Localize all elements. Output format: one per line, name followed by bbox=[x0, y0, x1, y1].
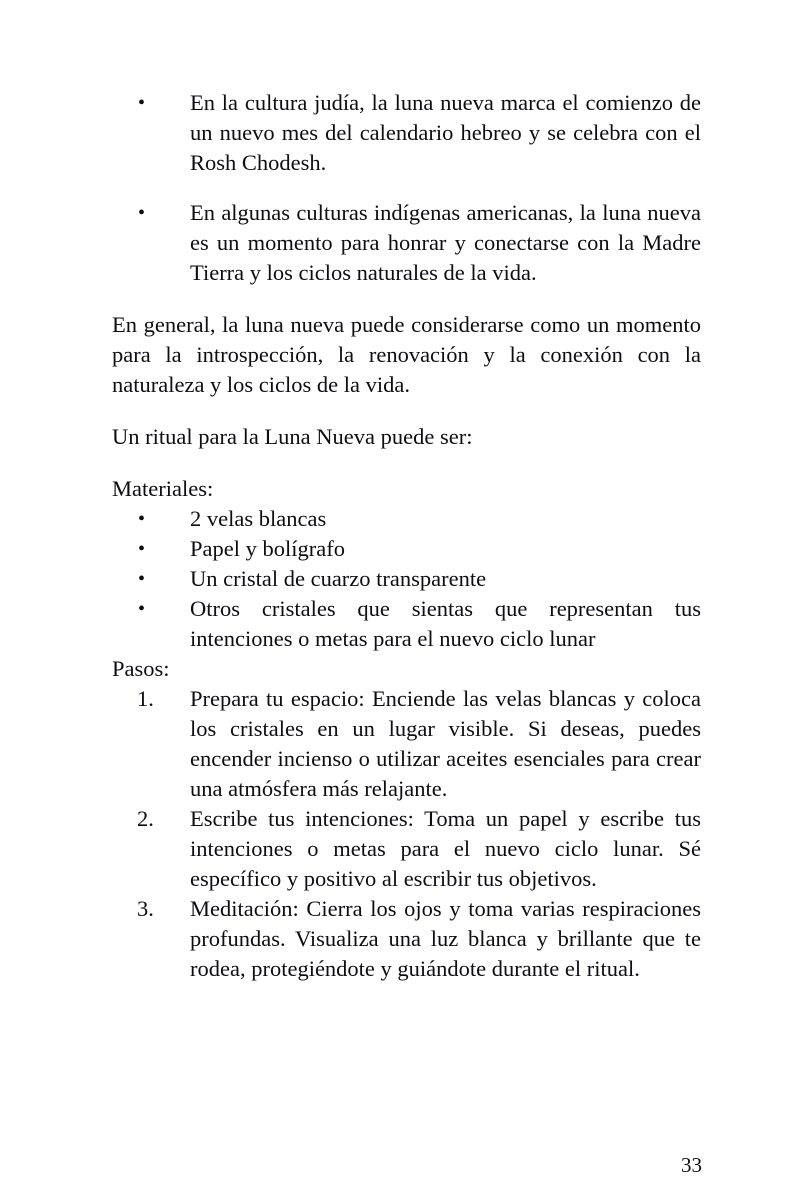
list-item: Prepara tu espacio: Enciende las velas blancas y coloca los cristales en un lugar visible. Si deseas, puedes encender incienso o utilizar aceites esenciales para crear una atmósfera más relajante. bbox=[190, 686, 701, 801]
list-item: • Un cristal de cuarzo transparente bbox=[112, 564, 701, 594]
heading-materiales: Materiales: bbox=[112, 476, 214, 501]
cultural-notes-list bbox=[112, 88, 701, 288]
list-item: Escribe tus intenciones: Toma un papel y escribe tus intenciones o metas para el nuevo ciclo lunar. Sé específico y positivo al escribir tus objetivos. bbox=[190, 806, 701, 891]
heading-pasos: Pasos: bbox=[112, 656, 170, 681]
list-item: • En la cultura judía, la luna nueva marca el comienzo de un nuevo mes del calendario hebreo y se celebra con el Rosh Chodesh. bbox=[112, 88, 701, 178]
list-item: • Papel y bolígrafo bbox=[112, 534, 701, 564]
steps-list bbox=[112, 684, 701, 984]
list-item: Meditación: Cierra los ojos y toma varias respiraciones profundas. Visualiza una luz blanca y brillante que te rodea, protegiéndote y guiándote durante el ritual. bbox=[190, 896, 701, 981]
paragraph-ritual-intro: Un ritual para la Luna Nueva puede ser: bbox=[112, 424, 473, 449]
list-item: • 2 velas blancas bbox=[112, 504, 701, 534]
paragraph-general: En general, la luna nueva puede considerarse como un momento para la introspección, la renovación y la conexión con la naturaleza y los ciclos de la vida. bbox=[112, 312, 701, 397]
list-item: • En algunas culturas indígenas americanas, la luna nueva es un momento para honrar y conectarse con la Madre Tierra y los ciclos naturales de la vida. bbox=[112, 198, 701, 288]
page-number: 33 bbox=[681, 1153, 702, 1177]
list-item: • Otros cristales que sientas que representan tus intenciones o metas para el nuevo ciclo lunar bbox=[112, 594, 701, 654]
materials-list bbox=[112, 504, 701, 654]
page-content bbox=[112, 88, 701, 984]
